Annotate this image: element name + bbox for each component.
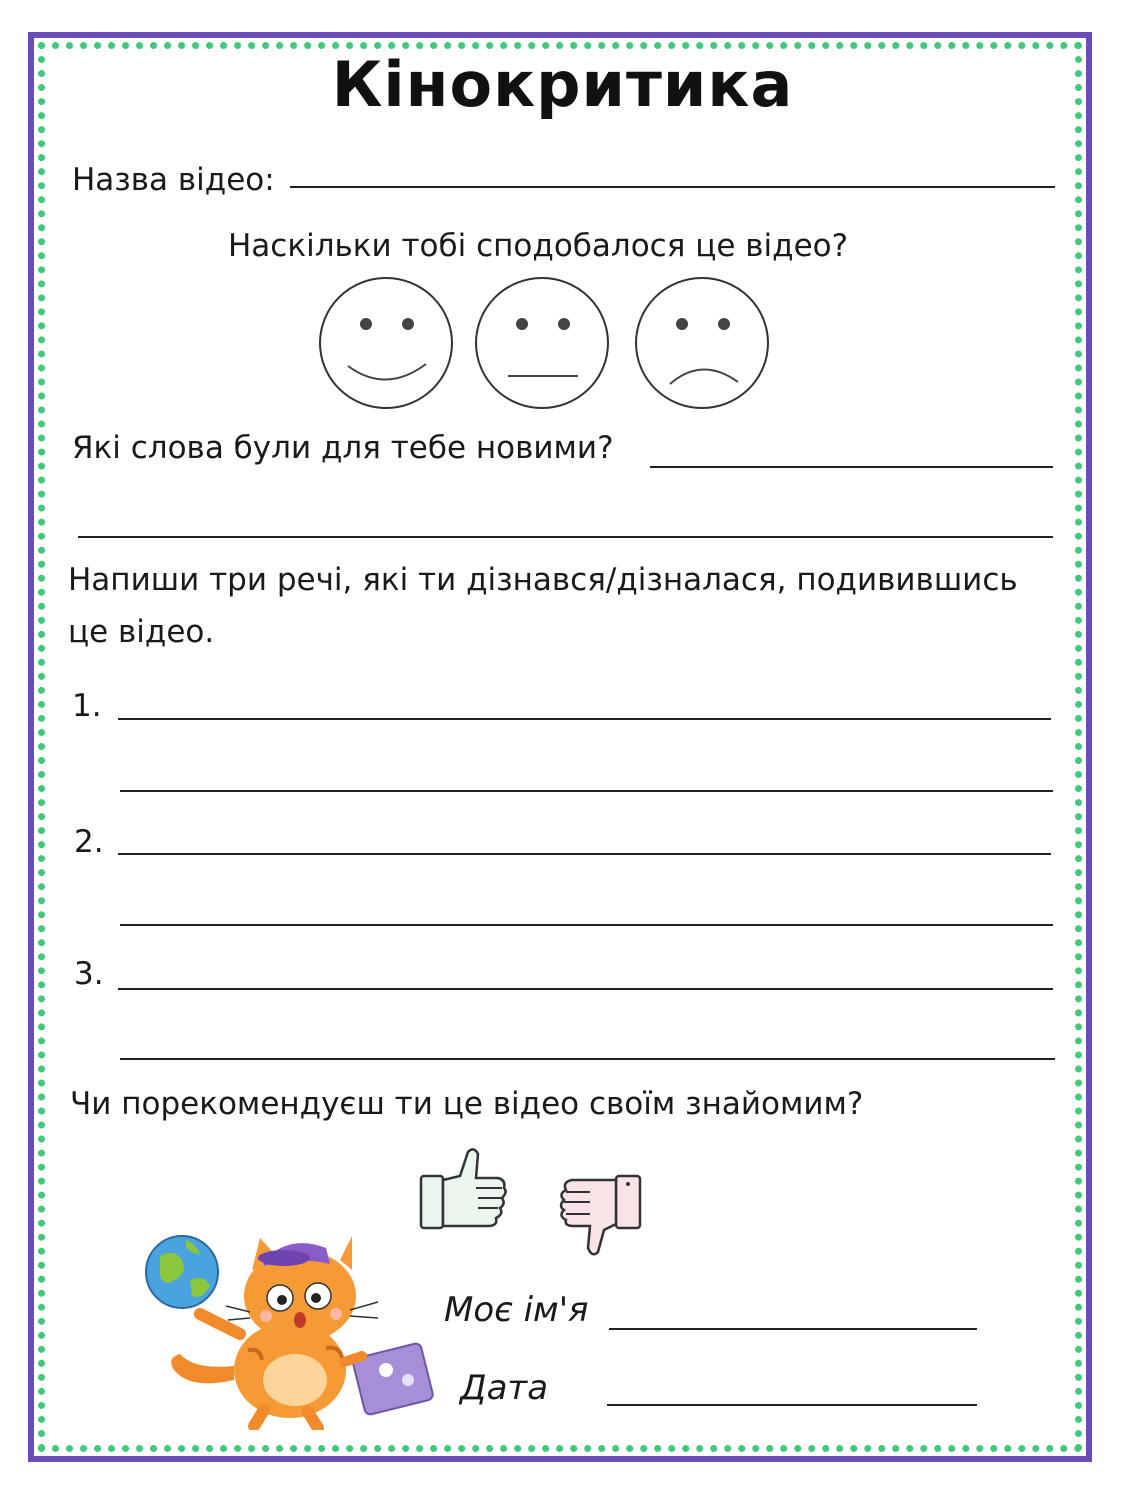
rating-question: Наскільки тобі сподобалося це відео? xyxy=(228,228,849,264)
page-title: Кінокритика xyxy=(331,48,794,121)
item-2-line-2[interactable] xyxy=(120,924,1053,926)
cat-traveler-illustration xyxy=(130,1230,440,1430)
thumbs-down-icon[interactable] xyxy=(554,1170,646,1260)
item-number-3: 3. xyxy=(74,956,104,992)
three-things-prompt-line2: це відео. xyxy=(68,614,215,650)
date-label: Дата xyxy=(460,1368,549,1408)
item-2-line-1[interactable] xyxy=(118,853,1051,855)
new-words-line-2[interactable] xyxy=(78,536,1053,538)
item-number-1: 1. xyxy=(72,688,102,724)
item-number-2: 2. xyxy=(74,824,104,860)
date-line[interactable] xyxy=(607,1404,977,1406)
thumbs-up-icon[interactable] xyxy=(418,1144,510,1232)
video-name-label: Назва відео: xyxy=(72,162,275,198)
neutral-face-icon[interactable] xyxy=(474,276,614,412)
item-3-line-1[interactable] xyxy=(118,988,1053,990)
item-1-line-2[interactable] xyxy=(120,790,1053,792)
video-name-line[interactable] xyxy=(290,186,1055,188)
recommend-question: Чи порекомендуєш ти це відео своїм знайомим? xyxy=(70,1086,864,1122)
name-label: Моє ім'я xyxy=(444,1290,589,1330)
item-3-line-2[interactable] xyxy=(120,1058,1055,1060)
three-things-prompt-line1: Напиши три речі, які ти дізнався/дізналася, подивившись xyxy=(68,562,1018,598)
sad-face-icon[interactable] xyxy=(634,276,774,412)
smile-face-icon[interactable] xyxy=(318,276,458,412)
new-words-line-1[interactable] xyxy=(650,466,1053,468)
item-1-line-1[interactable] xyxy=(118,718,1051,720)
name-line[interactable] xyxy=(609,1328,977,1330)
new-words-label: Які слова були для тебе новими? xyxy=(72,430,614,466)
